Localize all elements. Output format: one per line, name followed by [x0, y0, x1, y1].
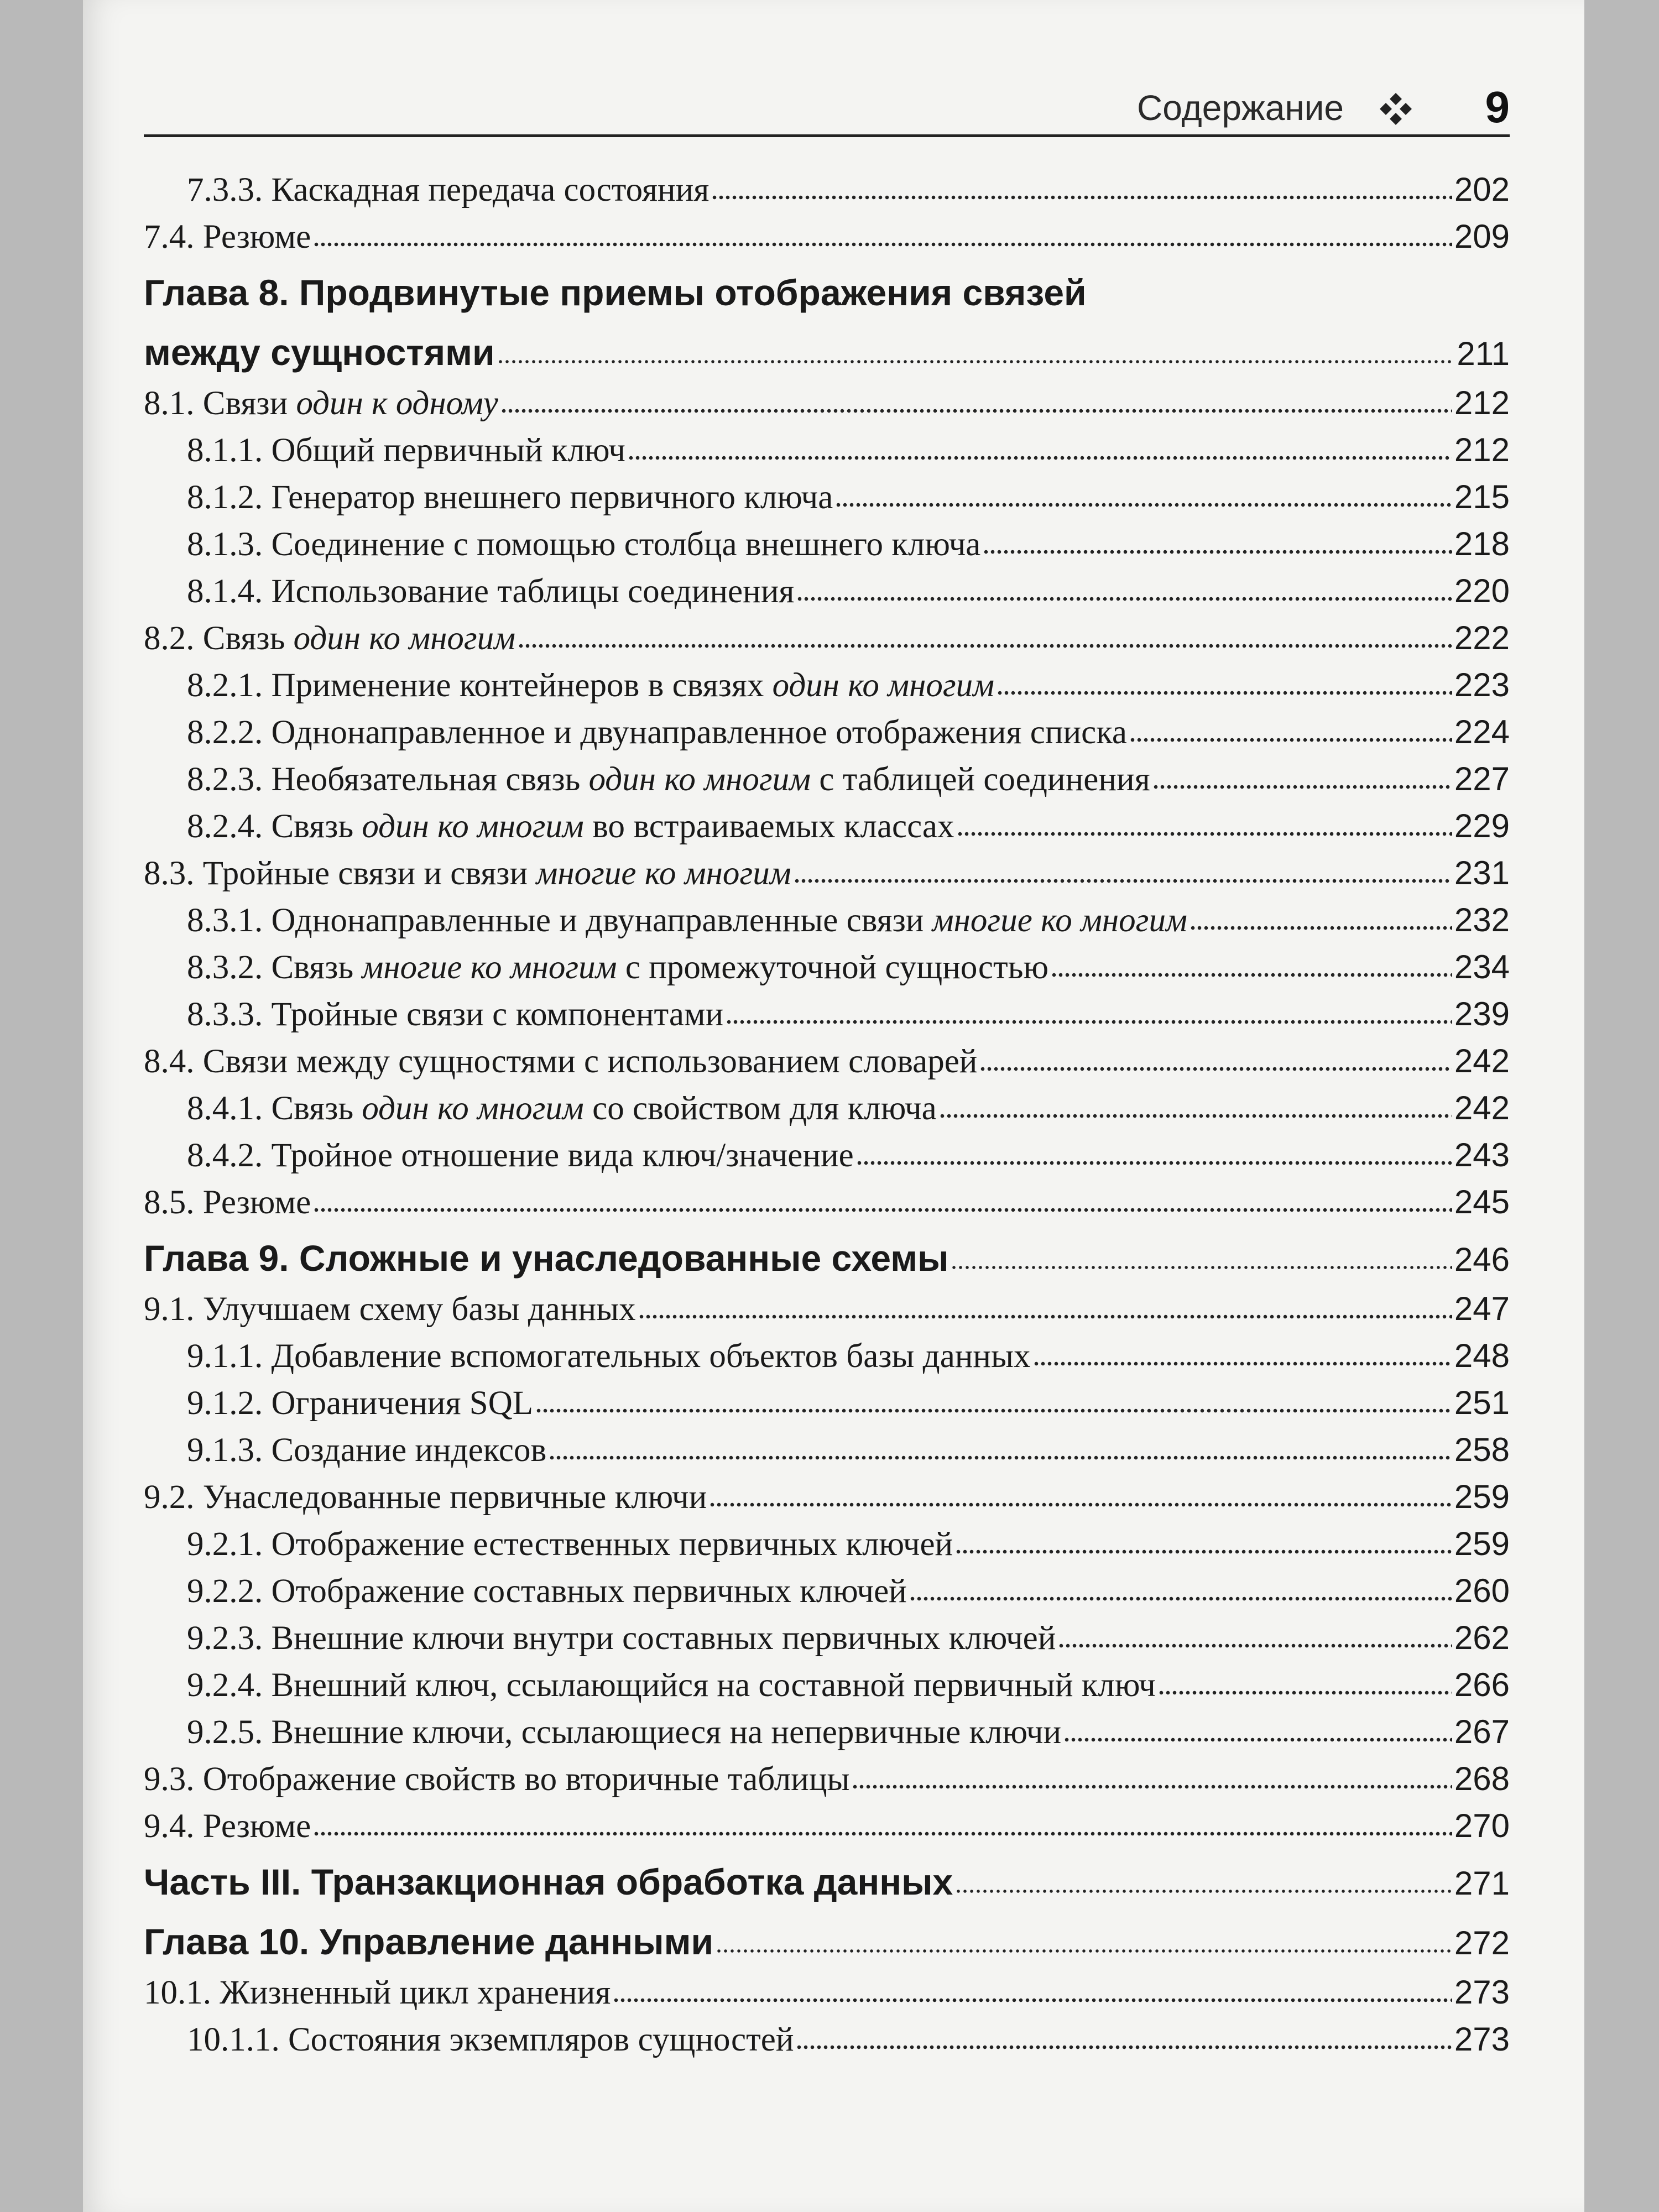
dot-leader — [726, 1018, 1452, 1025]
toc-subsection-entry — [144, 1332, 1510, 1379]
toc-subsection-entry — [144, 802, 1510, 849]
toc-entry-title-emphasis: один ко многим — [293, 620, 516, 657]
toc-chapter-entry — [144, 1231, 1510, 1285]
toc-entry-title-emphasis: один к одному — [296, 385, 498, 422]
toc-entry-title: 9.2.1. Отображение естественных первичных ключей — [187, 1526, 953, 1563]
toc-entry-title-emphasis: один ко многим — [588, 761, 811, 798]
toc-entry-title: 7.4. Резюме — [144, 218, 311, 255]
book-page — [83, 0, 1584, 2212]
dot-leader — [313, 1206, 1452, 1213]
toc-entry-title-part: 8.2.1. Применение контейнеров в связях — [187, 667, 773, 704]
toc-page-number: 202 — [1454, 171, 1510, 208]
toc-entry-title-part: 8.4.1. Связь — [187, 1090, 362, 1127]
toc-entry-title: 7.3.3. Каскадная передача состояния — [187, 171, 709, 208]
toc-page-number: 267 — [1454, 1713, 1510, 1750]
toc-section-entry — [144, 614, 1510, 661]
toc-section-entry — [144, 1755, 1510, 1802]
toc-page-number: 270 — [1454, 1807, 1510, 1844]
toc-entry-title — [187, 944, 1048, 991]
toc-section-entry — [144, 1802, 1510, 1849]
toc-subsection-entry — [144, 1084, 1510, 1131]
toc-page-number: 232 — [1454, 901, 1510, 938]
toc-entry-title: 9.1.2. Ограничения SQL — [187, 1385, 534, 1422]
page-number: 9 — [1485, 82, 1510, 132]
toc-page-number: 222 — [1454, 619, 1510, 656]
dot-leader — [951, 1263, 1452, 1271]
toc-subsection-entry — [144, 1661, 1510, 1708]
toc-page-number: 224 — [1454, 713, 1510, 750]
toc-chapter-entry — [144, 265, 1510, 320]
toc-entry-title: между сущностями — [144, 332, 495, 373]
toc-entry-title: Часть III. Транзакционная обработка данных — [144, 1861, 953, 1902]
toc-subsection-entry — [144, 1131, 1510, 1178]
dot-leader — [500, 406, 1452, 414]
toc-subsection-entry — [144, 2016, 1510, 2063]
header-title: Содержание — [1136, 88, 1344, 128]
dot-leader — [796, 594, 1452, 602]
toc-entry-title: 8.5. Резюме — [144, 1184, 311, 1221]
dot-leader — [497, 357, 1455, 365]
toc-section-entry — [144, 849, 1510, 896]
dot-leader — [983, 547, 1452, 555]
toc-subsection-entry — [144, 1379, 1510, 1426]
toc-page-number: 218 — [1454, 525, 1510, 562]
toc-entry-title: 8.1.3. Соединение с помощью столбца внешнего ключа — [187, 526, 981, 563]
toc-entry-title-part: 8.1. Связи — [144, 385, 296, 422]
dot-leader — [939, 1112, 1452, 1119]
toc-entry-title-emphasis: многие ко многим — [362, 949, 617, 986]
running-header — [144, 82, 1510, 137]
toc-entry-title: Глава 10. Управление данными — [144, 1921, 714, 1962]
dot-leader — [1190, 924, 1452, 931]
toc-entry-title: 8.3.3. Тройные связи с компонентами — [187, 996, 724, 1033]
dot-leader — [549, 1453, 1452, 1461]
toc-page-number: 259 — [1454, 1525, 1510, 1562]
toc-entry-title: 8.4.2. Тройное отношение вида ключ/значение — [187, 1137, 854, 1174]
toc-entry-title: 9.1. Улучшаем схему базы данных — [144, 1291, 636, 1328]
toc-entry-title-emphasis: один ко многим — [362, 1090, 584, 1127]
dot-leader — [1063, 1735, 1452, 1743]
toc-section-entry — [144, 1473, 1510, 1520]
toc-section-entry — [144, 213, 1510, 260]
dot-leader — [716, 1947, 1452, 1954]
dot-leader — [955, 1887, 1452, 1895]
toc-entry-title: 8.1.1. Общий первичный ключ — [187, 432, 625, 469]
toc-page-number: 245 — [1454, 1183, 1510, 1220]
toc-entry-title — [187, 662, 994, 709]
toc-subsection-entry — [144, 990, 1510, 1037]
toc-subsection-entry — [144, 661, 1510, 708]
dot-leader — [535, 1406, 1452, 1414]
toc-page-number: 247 — [1454, 1290, 1510, 1327]
toc-page-number: 262 — [1454, 1619, 1510, 1656]
toc-entry-title — [144, 850, 791, 897]
toc-subsection-entry — [144, 1614, 1510, 1661]
toc-chapter-entry — [144, 325, 1510, 379]
toc-entry-title: 9.2. Унаследованные первичные ключи — [144, 1479, 707, 1516]
toc-page-number: 251 — [1454, 1384, 1510, 1421]
toc-entry-title: 10.1.1. Состояния экземпляров сущностей — [187, 2021, 794, 2058]
toc-page-number: 242 — [1454, 1089, 1510, 1126]
dot-leader — [613, 1996, 1452, 2004]
toc-subsection-entry — [144, 943, 1510, 990]
toc-subsection-entry — [144, 520, 1510, 567]
toc-page-number: 239 — [1454, 995, 1510, 1032]
dot-leader — [638, 1312, 1452, 1320]
toc-entry-title-part: 8.2.4. Связь — [187, 808, 362, 845]
toc-page-number: 246 — [1454, 1241, 1510, 1278]
toc-page-number: 212 — [1454, 431, 1510, 468]
toc-page-number: 242 — [1454, 1042, 1510, 1079]
toc-subsection-entry — [144, 1426, 1510, 1473]
toc-subsection-entry — [144, 567, 1510, 614]
dot-leader — [979, 1065, 1452, 1072]
toc-subsection-entry — [144, 426, 1510, 473]
dot-leader — [909, 1594, 1452, 1602]
toc-page-number: 243 — [1454, 1136, 1510, 1173]
toc-page-number: 211 — [1457, 335, 1510, 372]
toc-entry-title — [187, 897, 1187, 944]
toc-entry-title-part: 8.3.2. Связь — [187, 949, 362, 986]
toc-page-number: 273 — [1454, 1974, 1510, 2011]
toc-entry-title-emphasis: один ко многим — [362, 808, 584, 845]
dot-leader — [1058, 1641, 1452, 1649]
toc-page-number: 220 — [1454, 572, 1510, 609]
toc-entry-title — [144, 380, 498, 427]
dot-leader — [1158, 1688, 1452, 1696]
dot-leader — [711, 193, 1452, 201]
toc-page-number: 259 — [1454, 1478, 1510, 1515]
toc-page-number: 223 — [1454, 666, 1510, 703]
toc-entry-title — [187, 1085, 937, 1132]
toc-section-entry — [144, 1285, 1510, 1332]
toc-entry-title-emphasis: один ко многим — [772, 667, 995, 704]
toc-entry-title: 9.2.2. Отображение составных первичных ключей — [187, 1573, 907, 1610]
toc-entry-title: Глава 8. Продвинутые приемы отображения связей — [144, 272, 1087, 313]
toc-section-entry — [144, 1178, 1510, 1225]
toc-entry-title: 8.4. Связи между сущностями с использованием словарей — [144, 1043, 978, 1080]
dot-leader — [955, 1547, 1452, 1555]
toc-entry-title: 10.1. Жизненный цикл хранения — [144, 1974, 611, 2011]
toc-entry-title — [187, 803, 954, 850]
toc-page-number: 231 — [1454, 854, 1510, 891]
toc-entry-title-emphasis: многие ко многим — [932, 902, 1187, 939]
toc-entry-title-part: во встраиваемых классах — [583, 808, 954, 845]
toc-subsection-entry — [144, 755, 1510, 802]
dot-leader — [796, 2043, 1452, 2051]
toc-page-number: 272 — [1454, 1924, 1510, 1961]
toc-entry-title — [187, 756, 1150, 803]
four-diamond-ornament-icon — [1379, 92, 1413, 126]
toc-page-number: 271 — [1454, 1865, 1510, 1902]
toc-subsection-entry — [144, 708, 1510, 755]
toc-chapter-entry — [144, 1855, 1510, 1909]
toc-entry-title: 8.1.2. Генератор внешнего первичного ключа — [187, 479, 833, 516]
toc-page-number: 229 — [1454, 807, 1510, 844]
toc-page-number: 212 — [1454, 384, 1510, 421]
dot-leader — [1152, 782, 1452, 790]
toc-page-number: 248 — [1454, 1337, 1510, 1374]
toc-entry-title-part: со свойством для ключа — [583, 1090, 937, 1127]
toc-subsection-entry — [144, 166, 1510, 213]
dot-leader — [997, 688, 1452, 696]
toc-chapter-entry — [144, 1914, 1510, 1969]
toc-subsection-entry — [144, 1520, 1510, 1567]
toc-page-number: 258 — [1454, 1431, 1510, 1468]
dot-leader — [709, 1500, 1452, 1508]
toc-entry-title-part: 8.3.1. Однонаправленные и двунаправленные связи — [187, 902, 932, 939]
toc-entry-title: 9.2.3. Внешние ключи внутри составных первичных ключей — [187, 1620, 1056, 1657]
dot-leader — [1051, 971, 1452, 978]
dot-leader — [313, 1829, 1452, 1837]
dot-leader — [794, 877, 1452, 884]
toc-page-number: 215 — [1454, 478, 1510, 515]
toc-entry-title: 9.2.4. Внешний ключ, ссылающийся на составной первичный ключ — [187, 1667, 1156, 1704]
toc-subsection-entry — [144, 473, 1510, 520]
toc-entry-title: 9.2.5. Внешние ключи, ссылающиеся на непервичные ключи — [187, 1714, 1062, 1751]
toc-page-number: 209 — [1454, 218, 1510, 255]
table-of-contents — [144, 166, 1510, 2063]
dot-leader — [1129, 735, 1452, 743]
toc-subsection-entry — [144, 1567, 1510, 1614]
toc-section-entry — [144, 1969, 1510, 2016]
dot-leader — [852, 1782, 1452, 1790]
toc-entry-title: 9.3. Отображение свойств во вторичные таблицы — [144, 1761, 850, 1798]
dot-leader — [1033, 1359, 1452, 1367]
toc-entry-title: 9.1.1. Добавление вспомогательных объектов базы данных — [187, 1338, 1031, 1375]
toc-entry-title: 8.1.4. Использование таблицы соединения — [187, 573, 795, 610]
toc-entry-title-part: с промежуточной сущностью — [617, 949, 1049, 986]
dot-leader — [518, 641, 1452, 649]
toc-entry-title: 8.2.2. Однонаправленное и двунаправленное отображения списка — [187, 714, 1127, 751]
toc-section-entry — [144, 1037, 1510, 1084]
toc-page-number: 273 — [1454, 2021, 1510, 2058]
toc-page-number: 260 — [1454, 1572, 1510, 1609]
dot-leader — [835, 500, 1452, 508]
toc-subsection-entry — [144, 896, 1510, 943]
toc-page-number: 266 — [1454, 1666, 1510, 1703]
toc-page-number: 227 — [1454, 760, 1510, 797]
toc-entry-title-emphasis: многие ко многим — [536, 855, 791, 892]
dot-leader — [957, 830, 1452, 837]
toc-subsection-entry — [144, 1708, 1510, 1755]
toc-entry-title: 9.4. Резюме — [144, 1808, 311, 1845]
toc-entry-title-part: 8.2.3. Необязательная связь — [187, 761, 589, 798]
toc-entry-title: 9.1.3. Создание индексов — [187, 1432, 547, 1469]
toc-entry-title-part: 8.2. Связь — [144, 620, 294, 657]
toc-page-number: 234 — [1454, 948, 1510, 985]
toc-entry-title — [144, 615, 515, 662]
toc-entry-title-part: с таблицей соединения — [811, 761, 1150, 798]
dot-leader — [313, 240, 1452, 248]
dot-leader — [628, 453, 1452, 461]
toc-entry-title-part: 8.3. Тройные связи и связи — [144, 855, 536, 892]
toc-page-number: 268 — [1454, 1760, 1510, 1797]
toc-section-entry — [144, 379, 1510, 426]
toc-entry-title: Глава 9. Сложные и унаследованные схемы — [144, 1238, 949, 1279]
dot-leader — [856, 1159, 1452, 1166]
